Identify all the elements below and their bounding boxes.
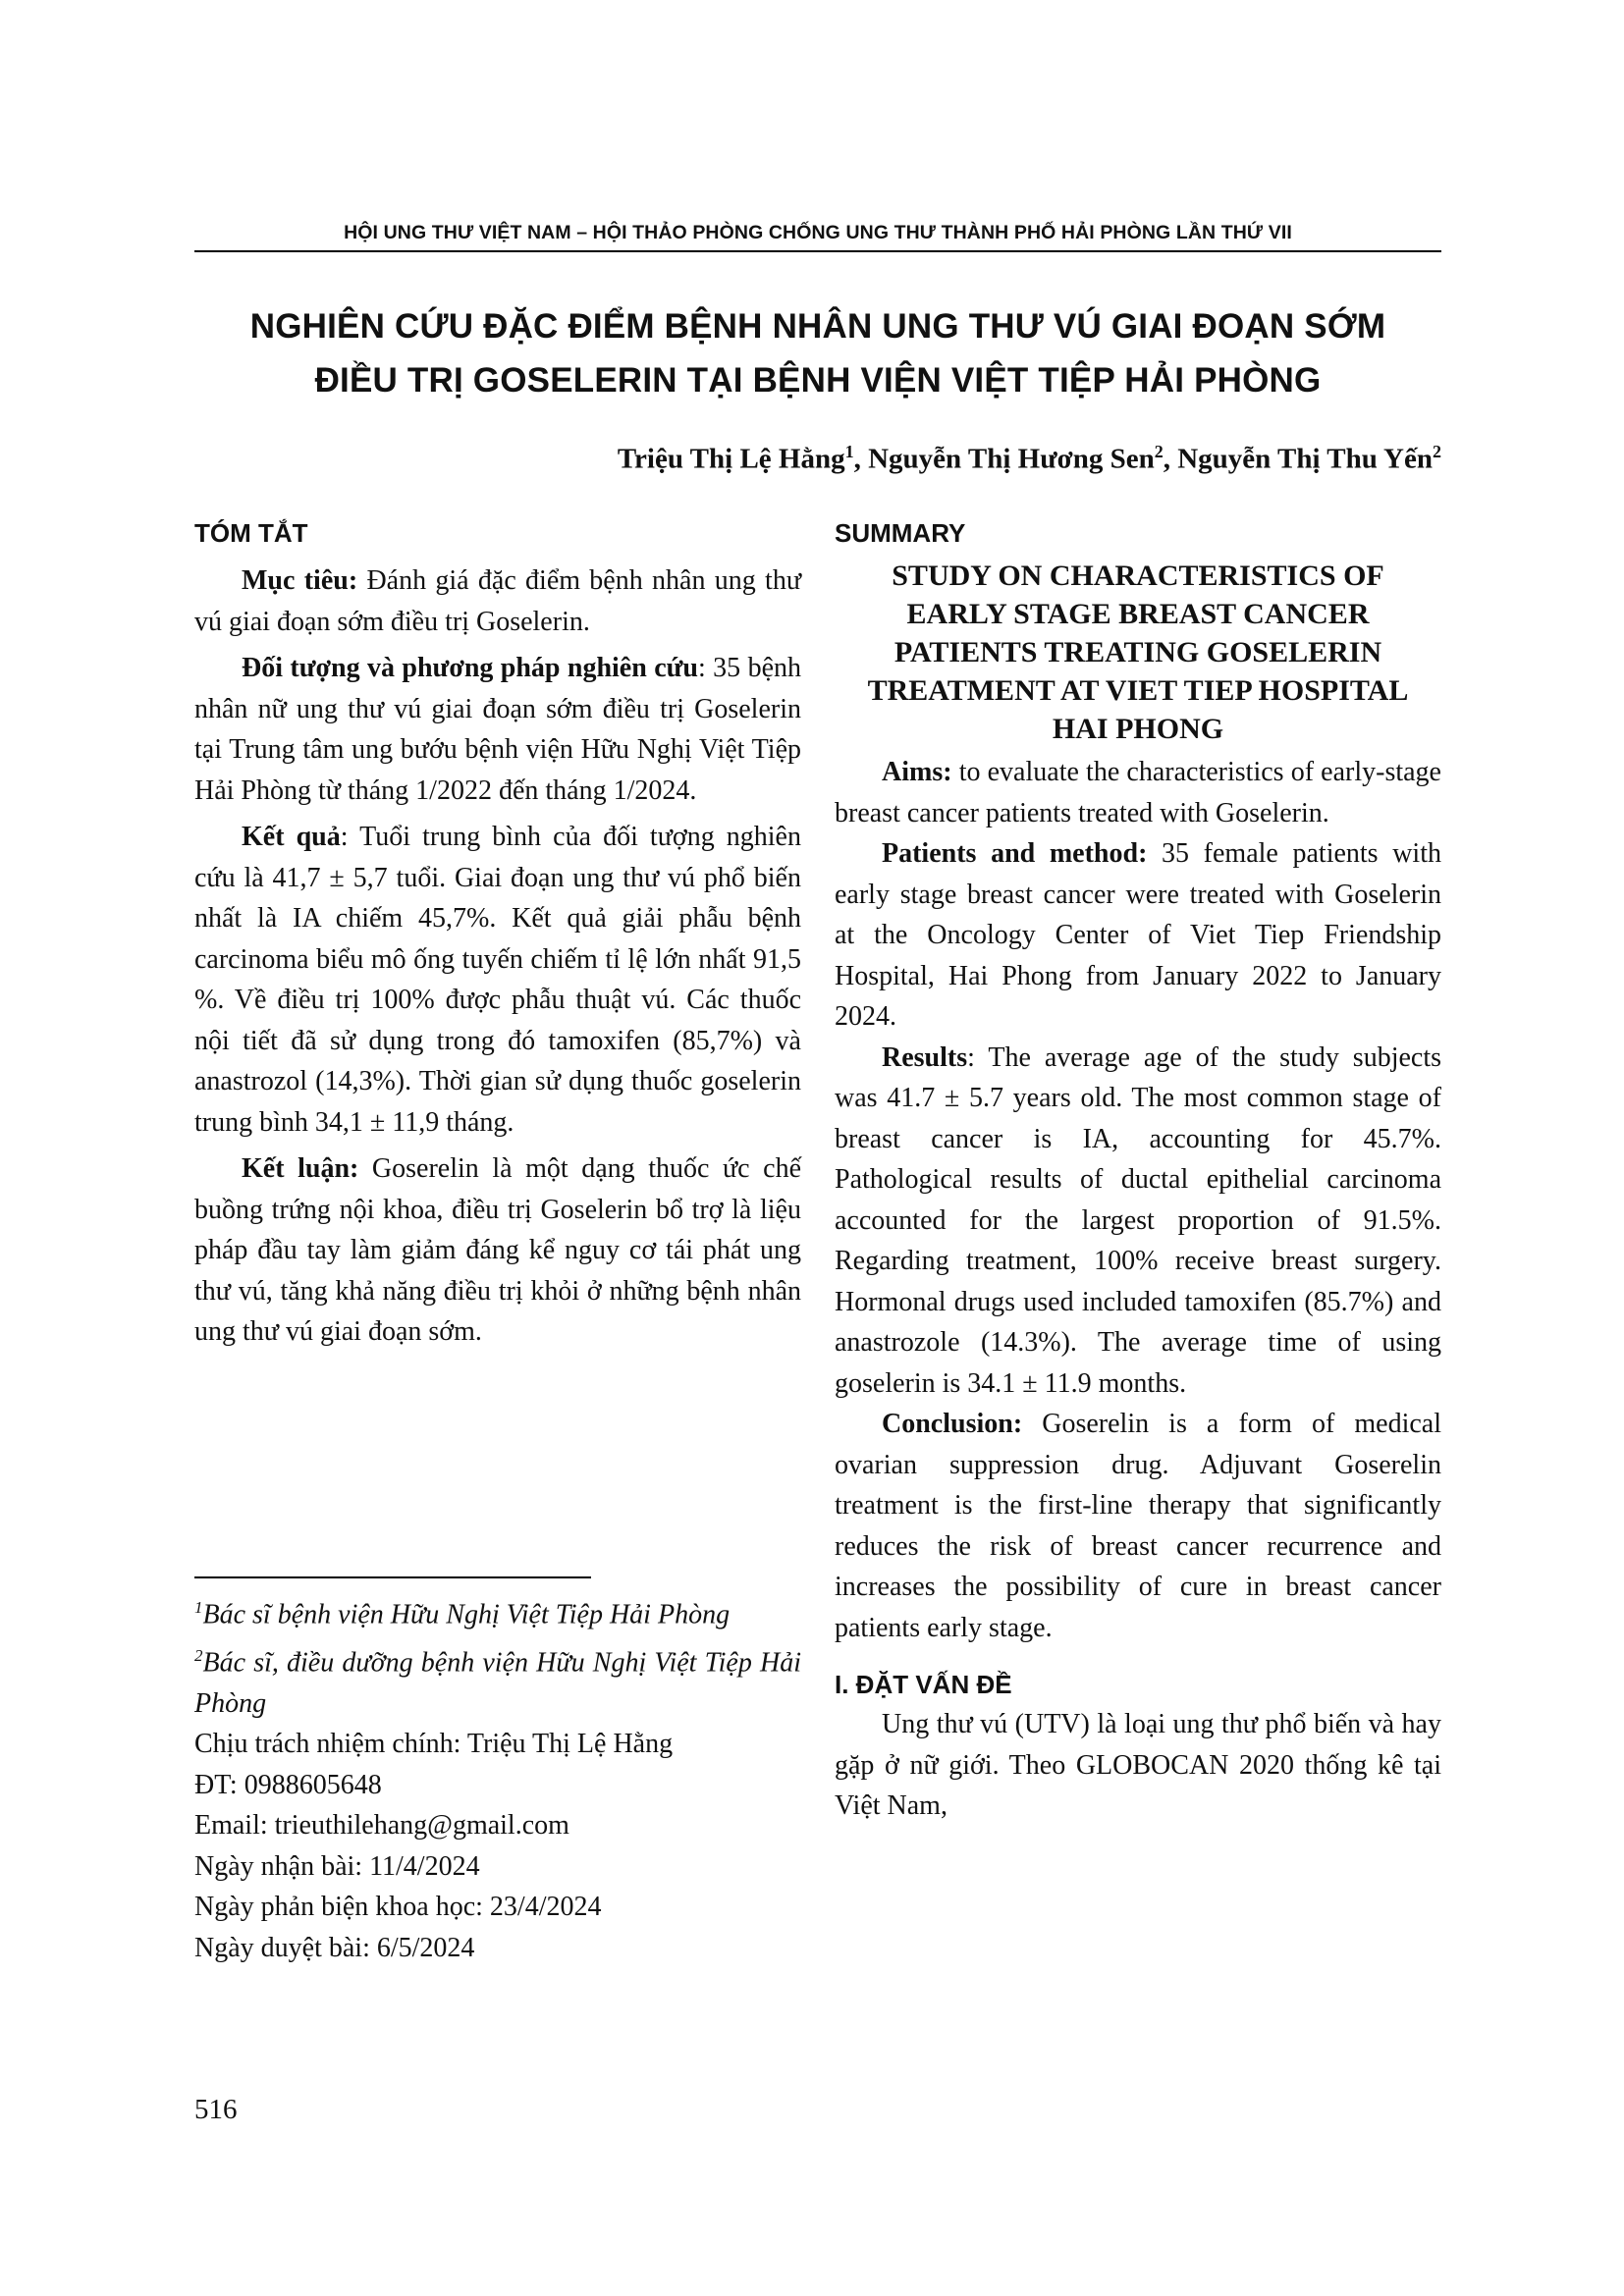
paper-title-line-1: NGHIÊN CỨU ĐẶC ĐIỂM BỆNH NHÂN UNG THƯ VÚ GIAI ĐOẠN SỚM [249,307,1386,346]
results-text: : The average age of the study subjects was 41.7 ± 5.7 years old. The most common stage of breast cancer is IA, accounting for 45.7%. Pathological results of ductal epithelial carcinoma accounted for the largest proportion of 91.5%. Regarding treatment, 100% receive breast surgery. Hormonal drugs used included tamoxifen (85.7%) and anastrozole (14.3%). The average time of using goselerin is 34.1 ± 11.9 months. [835,1041,1441,1399]
conclusion-text: Goserelin là một dạng thuốc ức chế buồng trứng nội khoa, điều trị Goselerin bổ trợ là liệu pháp đầu tay làm giảm đáng kể nguy cơ tái phát ung thư vú, tăng khả năng điều trị khỏi ở những bệnh nhân ung thư vú giai đoạn sớm. [194,1153,801,1347]
objective-text: Đánh giá đặc điểm bệnh nhân ung thư vú giai đoạn sớm điều trị Goselerin. [194,565,801,637]
running-header: HỘI UNG THƯ VIỆT NAM – HỘI THẢO PHÒNG CHỐNG UNG THƯ THÀNH PHỐ HẢI PHÒNG LẦN THỨ VII [344,222,1292,243]
objective-label: Mục tiêu: [242,565,358,596]
summary-en-results [835,1038,1441,1405]
intro-paragraph: Ung thư vú (UTV) là loại ung thư phổ biến và hay gặp ở nữ giới. Theo GLOBOCAN 2020 thống kê tại Việt Nam, [835,1709,1441,1821]
results-label: Kết quả [242,822,341,852]
author-separator: , [853,443,869,475]
results-text: : Tuổi trung bình của đối tượng nghiên cứu là 41,7 ± 5,7 tuổi. Giai đoạn ung thư vú phổ biến nhất là IA chiếm 45,7%. Kết quả giải phẫu bệnh carcinoma biểu mô ống tuyến chiếm tỉ lệ lớn nhất 91,5 %. Về điều trị 100% được phẫu thuật vú. Các thuốc nội tiết đã sử dụng trong đó tamoxifen (85,7%) và anastrozol (14,3%). Thời gian sử dụng thuốc goselerin trung bình 34,1 ± 11,9 tháng. [194,822,801,1138]
summary-en-conclusion [835,1404,1441,1648]
aims-label: Aims: [882,757,952,787]
footnotes [194,1587,801,1968]
author-name: Nguyễn Thị Hương Sen [868,443,1155,475]
abstract-vi-objective [194,561,801,642]
author-name: Nguyễn Thị Thu Yến [1177,443,1433,475]
subjects-label: Đối tượng và phương pháp nghiên cứu [242,653,699,683]
author-affiliation-mark: 1 [844,442,854,461]
header-rule [194,250,1441,252]
summary-en-aims [835,752,1441,833]
results-label: Results [882,1041,968,1073]
footnote-text: Bác sĩ bệnh viện Hữu Nghị Việt Tiệp Hải Phòng [202,1599,731,1630]
footnote-received: Ngày nhận bài: 11/4/2024 [194,1850,480,1882]
paper-title [194,299,1441,407]
author-name: Triệu Thị Lệ Hằng [617,443,845,475]
abstract-vi [194,518,801,1353]
footnote-rule [194,1576,591,1578]
abstract-vi-conclusion [194,1148,801,1353]
author-separator: , [1163,443,1178,475]
footnote-affiliation-1 [194,1587,801,1635]
method-label: Patients and method: [882,838,1148,869]
conclusion-text: Goserelin is a form of medical ovarian suppression drug. Adjuvant Goserelin treatment is the first-line therapy that significantly reduces the risk of breast cancer recurrence and increases the possibility of cure in breast cancer patients early stage. [835,1409,1441,1643]
footnote-phone: ĐT: 0988605648 [194,1769,382,1800]
footnote-accepted: Ngày duyệt bài: 6/5/2024 [194,1932,475,1963]
method-text: 35 female patients with early stage breast cancer were treated with Goselerin at the Oncology Center of Viet Tiep Friendship Hospital, Hai Phong from January 2022 to January 2024. [835,838,1441,1032]
footnote-mark: 2 [194,1645,203,1665]
footnote-affiliation-2 [194,1635,801,1724]
footnote-reviewed: Ngày phản biện khoa học: 23/4/2024 [194,1892,602,1923]
footnote-responsible: Chịu trách nhiệm chính: Triệu Thị Lệ Hằng [194,1729,674,1760]
abstract-vi-subjects [194,648,801,811]
author-affiliation-mark: 2 [1433,442,1441,461]
footnote-mark: 1 [194,1598,203,1617]
summary-en-heading: SUMMARY [835,518,966,548]
conclusion-label: Conclusion: [882,1409,1023,1439]
abstract-vi-heading: TÓM TẮT [194,518,308,548]
conclusion-label: Kết luận: [242,1153,359,1184]
paper-title-line-2: ĐIỀU TRỊ GOSELERIN TẠI BỆNH VIỆN VIỆT TIỆP HẢI PHÒNG [314,361,1322,400]
author-list [618,442,1441,476]
page-number: 516 [194,2094,238,2125]
footnote-email: Email: trieuthilehang@gmail.com [194,1810,569,1842]
abstract-vi-results [194,817,801,1143]
intro-heading: I. ĐẶT VẤN ĐỀ [835,1670,1012,1699]
author-affiliation-mark: 2 [1154,442,1164,461]
subjects-text: : 35 bệnh nhân nữ ung thư vú giai đoạn sớm điều trị Goselerin tại Trung tâm ung bướu bệnh viện Hữu Nghị Việt Tiệp Hải Phòng từ tháng 1/2022 đến tháng 1/2024. [194,653,801,806]
footnote-text: Bác sĩ, điều dưỡng bệnh viện Hữu Nghị Việt Tiệp Hải Phòng [194,1647,801,1719]
aims-text: to evaluate the characteristics of early-stage breast cancer patients treated with Goselerin. [835,757,1441,828]
summary-en-method [835,833,1441,1038]
summary-en [835,518,1441,1827]
summary-en-title: STUDY ON CHARACTERISTICS OF EARLY STAGE BREAST CANCER PATIENTS TREATING GOSELERIN TREATMENT AT VIET TIEP HOSPITAL HAI PHONG [867,560,1409,745]
